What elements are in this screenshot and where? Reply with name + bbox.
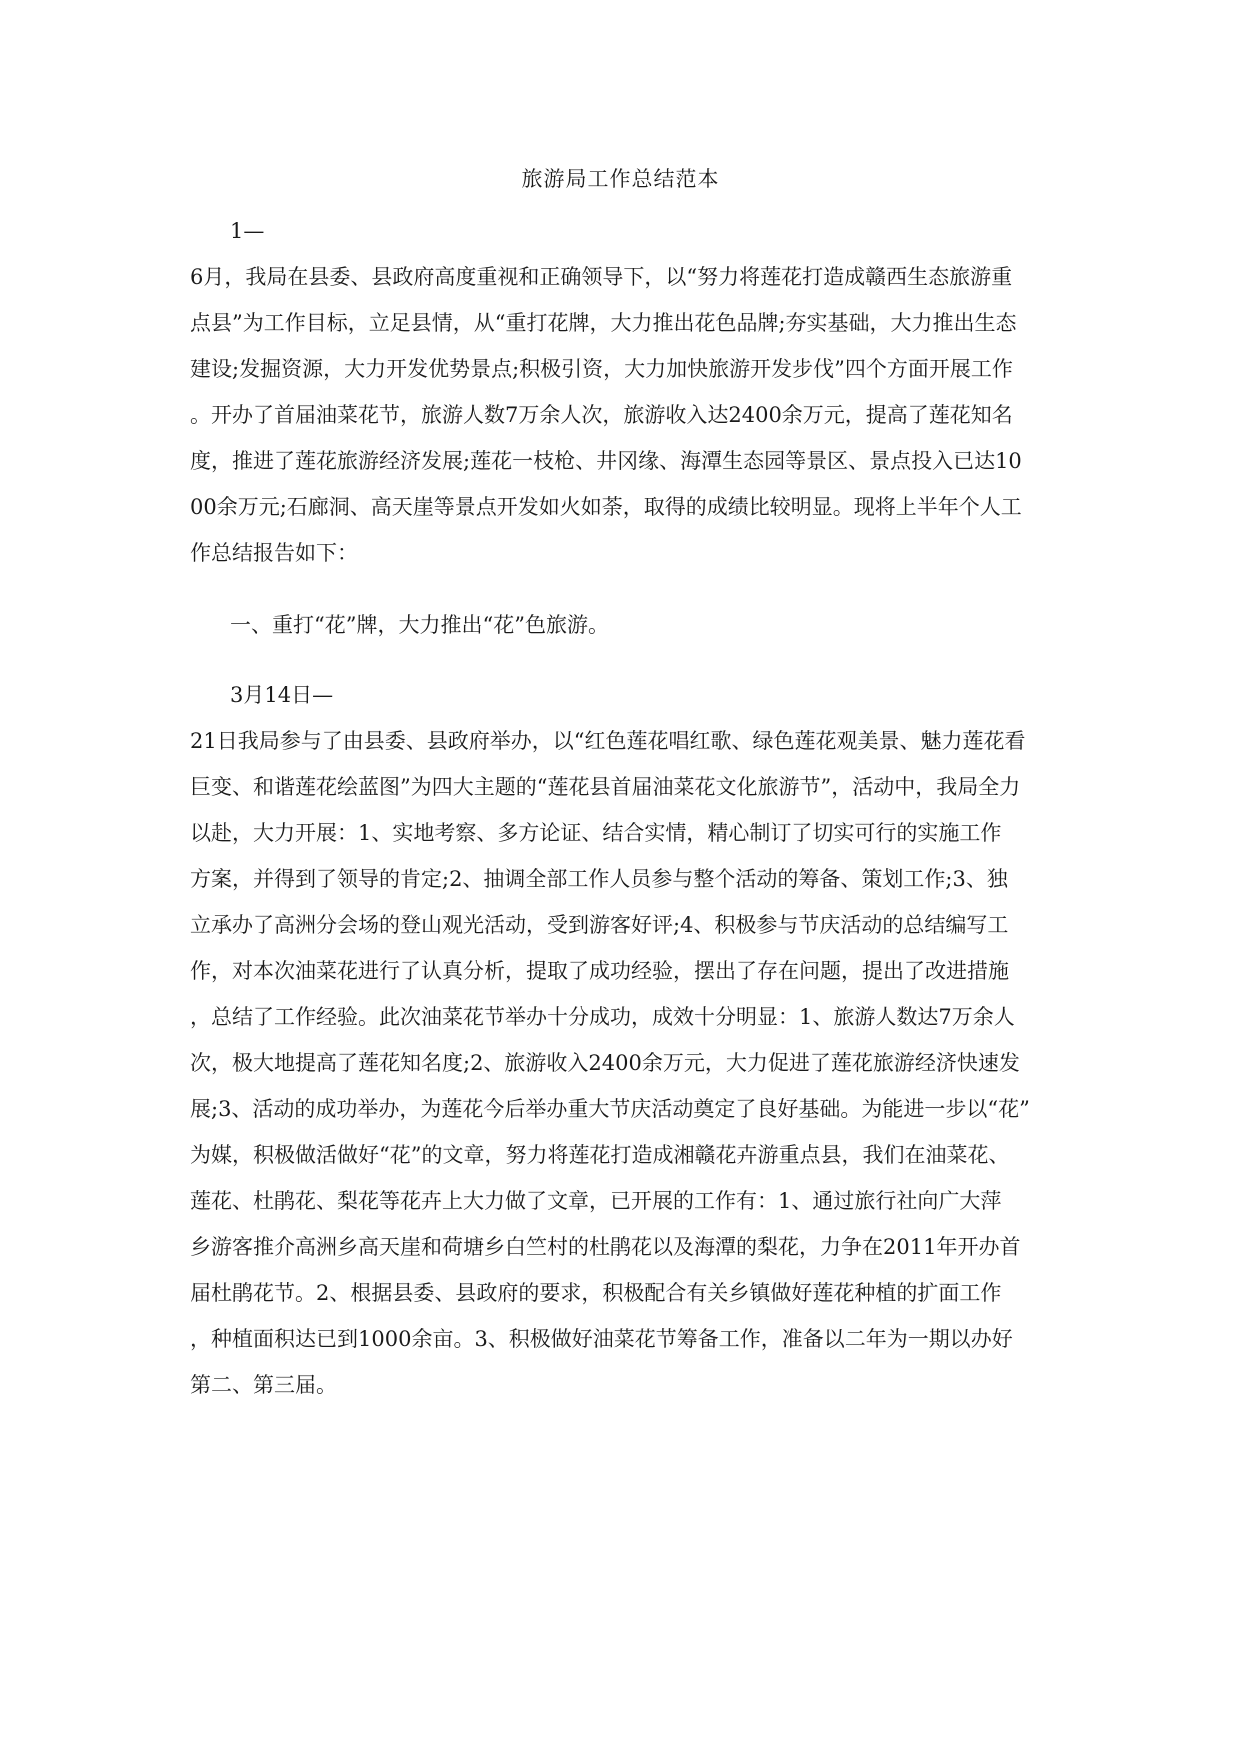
- body-line: ，总结了工作经验。此次油菜花节举办十分成功，成效十分明显：1、旅游人数达7万余人: [190, 1005, 1015, 1029]
- body-line: 莲花、杜鹃花、梨花等花卉上大力做了文章，已开展的工作有：1、通过旅行社向广大萍: [190, 1189, 1002, 1213]
- body-line: 巨变、和谐莲花绘蓝图”为四大主题的“莲花县首届油菜花文化旅游节”，活动中，我局全力: [190, 775, 1021, 799]
- body-line: 立承办了高洲分会场的登山观光活动，受到游客好评;4、积极参与节庆活动的总结编写工: [190, 913, 1009, 937]
- body-line: 作总结报告如下：: [190, 541, 358, 565]
- body-line: 度，推进了莲花旅游经济发展;莲花一枝枪、井冈缘、海潭生态园等景区、景点投入已达10: [190, 449, 1022, 473]
- section-heading: 一、重打“花”牌，大力推出“花”色旅游。: [230, 613, 609, 637]
- body-line: 点县”为工作目标，立足县情，从“重打花牌，大力推出花色品牌;夯实基础，大力推出生态: [190, 311, 1017, 335]
- body-line: 乡游客推介高洲乡高天崖和荷塘乡白竺村的杜鹃花以及海潭的梨花，力争在2011年开办首: [190, 1235, 1021, 1259]
- body-line: 第二、第三届。: [190, 1373, 337, 1397]
- body-line: 3月14日—: [230, 683, 334, 707]
- body-line: 1—: [230, 219, 265, 243]
- document-title: 旅游局工作总结范本: [521, 167, 720, 191]
- body-line: 展;3、活动的成功举办，为莲花今后举办重大节庆活动奠定了良好基础。为能进一步以“花”: [190, 1097, 1030, 1121]
- body-line: 届杜鹃花节。2、根据县委、县政府的要求，积极配合有关乡镇做好莲花种植的扩面工作: [190, 1281, 1002, 1305]
- body-line: 21日我局参与了由县委、县政府举办，以“红色莲花唱红歌、绿色莲花观美景、魅力莲花看: [190, 729, 1026, 753]
- body-line: 以赴，大力开展：1、实地考察、多方论证、结合实情，精心制订了切实可行的实施工作: [190, 821, 1002, 845]
- body-line: 建设;发掘资源，大力开发优势景点;积极引资，大力加快旅游开发步伐”四个方面开展工作: [190, 357, 1013, 381]
- body-line: 方案，并得到了领导的肯定;2、抽调全部工作人员参与整个活动的筹备、策划工作;3、独: [190, 867, 1008, 891]
- body-line: 6月，我局在县委、县政府高度重视和正确领导下，以“努力将莲花打造成赣西生态旅游重: [190, 265, 1013, 289]
- body-line: ，种植面积达已到1000余亩。3、积极做好油菜花节筹备工作，准备以二年为一期以办好: [190, 1327, 1013, 1351]
- body-line: 。开办了首届油菜花节，旅游人数7万余人次，旅游收入达2400余万元，提高了莲花知名: [190, 403, 1013, 427]
- body-line: 作，对本次油菜花进行了认真分析，提取了成功经验，摆出了存在问题，提出了改进措施: [190, 959, 1009, 983]
- body-line: 为媒，积极做活做好“花”的文章，努力将莲花打造成湘赣花卉游重点县，我们在油菜花、: [190, 1143, 1010, 1167]
- body-line: 次，极大地提高了莲花知名度;2、旅游收入2400余万元，大力促进了莲花旅游经济快速发: [190, 1051, 1020, 1075]
- body-line: 00余万元;石廊洞、高天崖等景点开发如火如荼，取得的成绩比较明显。现将上半年个人工: [190, 495, 1022, 519]
